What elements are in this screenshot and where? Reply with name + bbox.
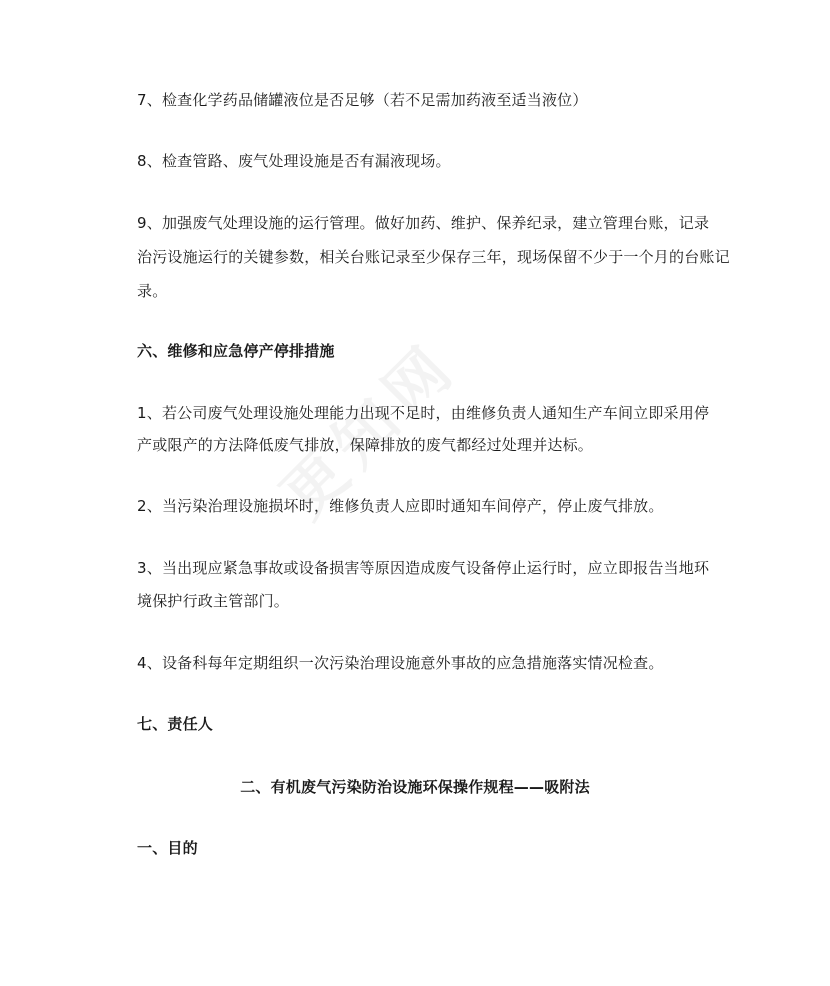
section-6-item-3-line-2: 境保护行政主管部门。	[137, 592, 290, 610]
section-6-heading: 六、维修和应急停产停排措施	[137, 342, 335, 360]
list-item-7: 7、检查化学药品储罐液位是否足够（若不足需加药液至适当液位）	[137, 91, 588, 109]
section-6-item-1-line-2: 产或限产的方法降低废气排放，保障排放的废气都经过处理并达标。	[137, 436, 594, 454]
section-6-item-3-line-1: 3、当出现应紧急事故或设备损害等原因造成废气设备停止运行时，应立即报告当地环	[137, 559, 710, 577]
section-6-item-4: 4、设备科每年定期组织一次污染治理设施意外事故的应急措施落实情况检查。	[137, 654, 664, 672]
section-6-item-1-line-1: 1、若公司废气处理设施处理能力出现不足时，由维修负责人通知生产车间立即采用停	[137, 404, 710, 422]
list-item-8: 8、检查管路、废气处理设施是否有漏液现场。	[137, 152, 451, 170]
list-item-9-line-3: 录。	[137, 282, 168, 300]
list-item-9-line-2: 治污设施运行的关键参数，相关台账记录至少保存三年，现场保留不少于一个月的台账记	[137, 248, 730, 266]
section-7-heading: 七、责任人	[137, 715, 214, 733]
chapter-2-title: 二、有机废气污染防治设施环保操作规程——吸附法	[240, 778, 590, 796]
list-item-9-line-1: 9、加强废气处理设施的运行管理。做好加药、维护、保养纪录，建立管理台账，记录	[137, 214, 710, 232]
section-6-item-2: 2、当污染治理设施损坏时，维修负责人应即时通知车间停产，停止废气排放。	[137, 497, 664, 515]
purpose-heading: 一、目的	[137, 839, 198, 857]
